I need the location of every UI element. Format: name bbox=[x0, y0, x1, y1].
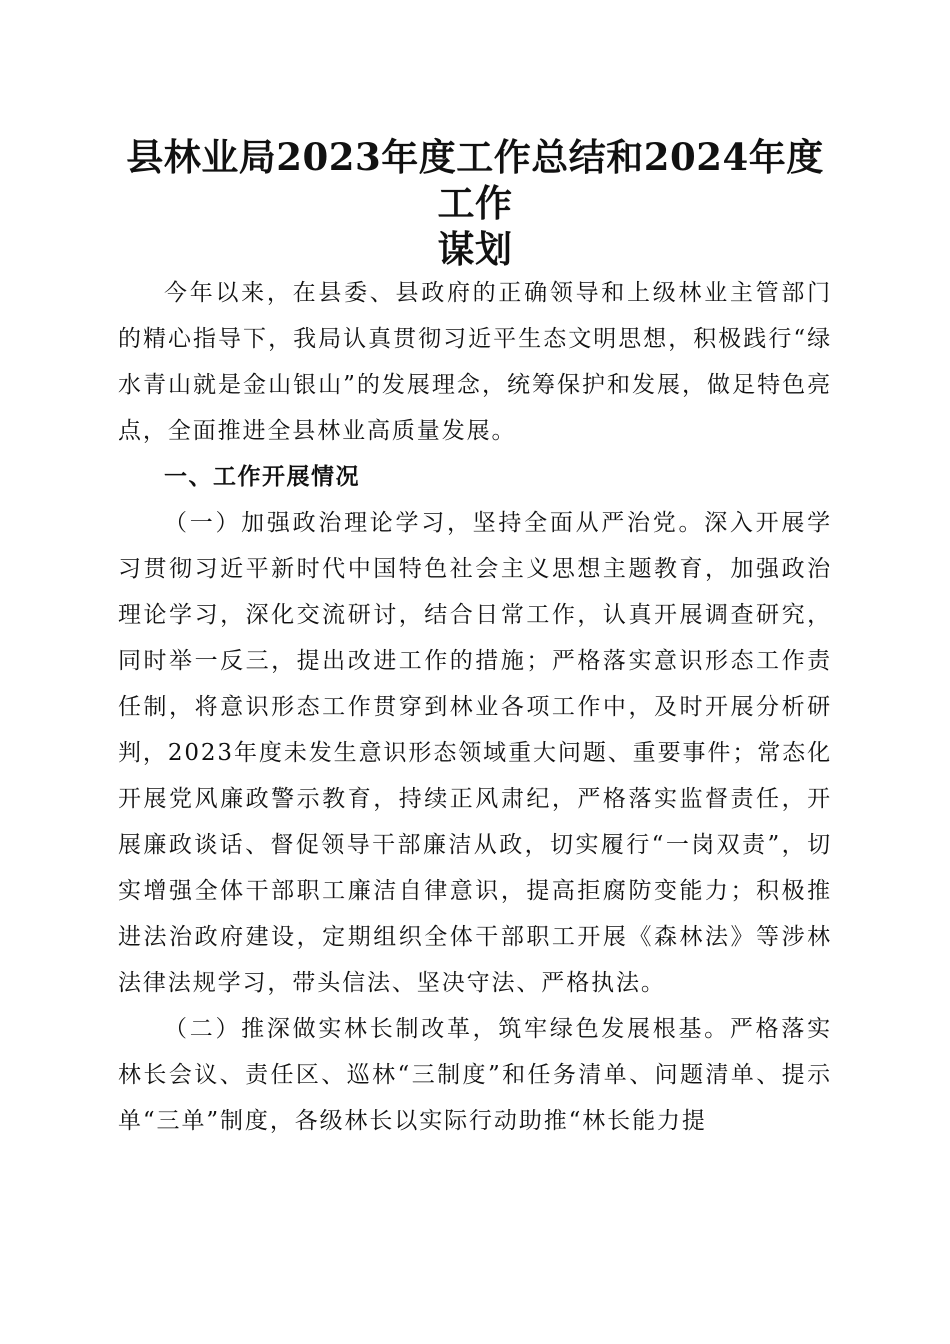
item-2-lead: （二）推深做实林长制改革，筑牢绿色发展根基。 bbox=[164, 1016, 730, 1042]
intro-paragraph: 今年以来，在县委、县政府的正确领导和上级林业主管部门的精心指导下，我局认真贯彻习近平生态文明思想，积极践行“绿水青山就是金山银山”的发展理念，统筹保护和发展，做足特色亮点，全面推进全县林业高质量发展。 bbox=[118, 280, 832, 444]
section-heading: 一、工作开展情况 bbox=[164, 464, 360, 490]
item-2-paragraph bbox=[118, 1006, 832, 1144]
document-title bbox=[110, 134, 840, 272]
item-1-lead: （一）加强政治理论学习，坚持全面从严治党。 bbox=[164, 510, 705, 536]
title-line-2: 谋划 bbox=[437, 227, 513, 271]
item-1-paragraph bbox=[118, 500, 832, 1006]
item-2-text: 严格落实林长会议、责任区、巡林“三制度”和任务清单、问题清单、提示单“三单”制度，各级林长以实际行动助推“林长能力提 bbox=[118, 1016, 832, 1134]
document-body bbox=[118, 270, 832, 1144]
item-1-text: 深入开展学习贯彻习近平新时代中国特色社会主义思想主题教育，加强政治理论学习，深化交流研讨，结合日常工作，认真开展调查研究，同时举一反三，提出改进工作的措施；严格落实意识形态工作责任制，将意识形态工作贯穿到林业各项工作中，及时开展分析研判，2023年度未发生意识形态领域重大问题、重要事件；常态化开展党风廉政警示教育，持续正风肃纪，严格落实监督责任，开展廉政谈话、督促领导干部廉洁从政，切实履行“一岗双责”，切实增强全体干部职工廉洁自律意识，提高拒腐防变能力；积极推进法治政府建设，定期组织全体干部职工开展《森林法》等涉林法律法规学习，带头信法、坚决守法、严格执法。 bbox=[118, 510, 832, 996]
title-line-1: 县林业局2023年度工作总结和2024年度工作 bbox=[126, 135, 824, 225]
